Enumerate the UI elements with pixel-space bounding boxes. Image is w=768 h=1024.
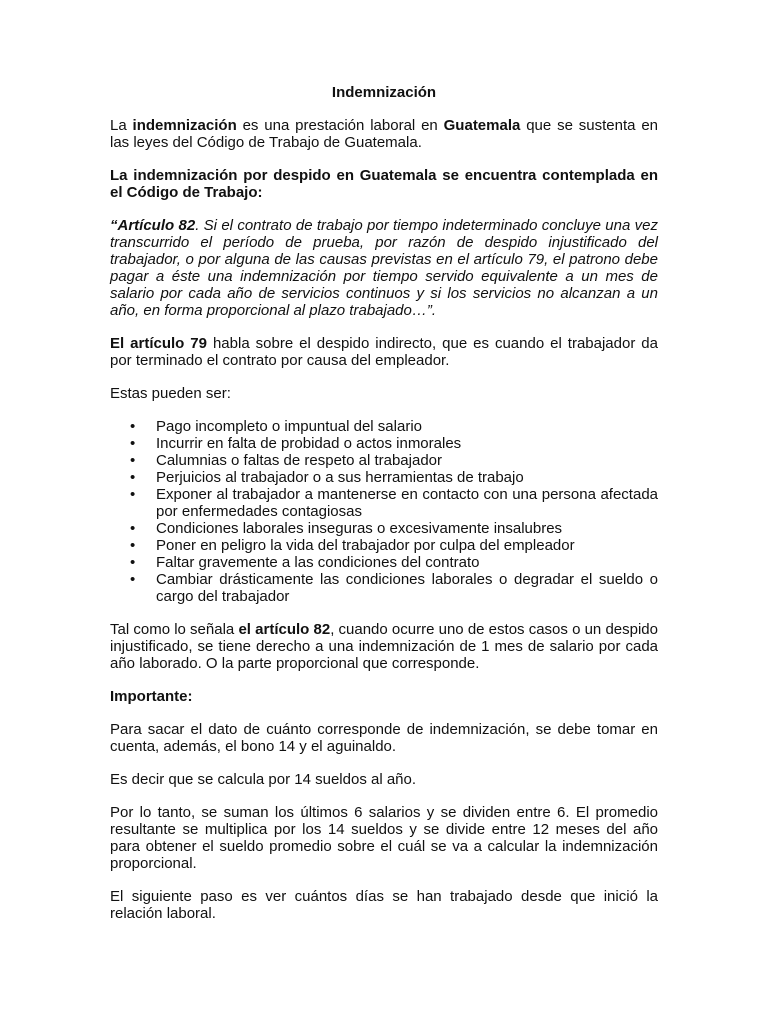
bullet-dot: • [130, 520, 136, 537]
bullet-dot: • [130, 469, 136, 486]
intro-bold-guatemala: Guatemala [443, 117, 521, 134]
bullet-dot: • [130, 571, 136, 588]
document-title: Indemnización [331, 84, 437, 101]
list-item-text: Poner en peligro la vida del trabajador por culpa del empleador [156, 537, 575, 554]
list-item [110, 486, 658, 520]
intro-bold-indemnizacion: indemnización [132, 117, 237, 134]
article-82-quote [110, 217, 658, 319]
bullet-dot: • [130, 537, 136, 554]
bullet-dot: • [130, 435, 136, 452]
intro-paragraph [110, 117, 658, 151]
list-item-text: Calumnias o faltas de respeto al trabajador [156, 452, 442, 469]
bullet-dot: • [130, 554, 136, 571]
estas-pueden-ser: Estas pueden ser: [110, 385, 231, 402]
article-79-bold: El artículo 79 [110, 335, 207, 352]
por-lo-tanto-paragraph: Por lo tanto, se suman los últimos 6 salarios y se dividen entre 6. El promedio resultante se multiplica por los 14 sueldos y se divide entre 12 meses del año para obtener el sueldo promedio sobre el cuál se va a calcular la indemnización proporcional. [110, 804, 658, 872]
article-79-paragraph [110, 335, 658, 369]
list-item-text: Faltar gravemente a las condiciones del contrato [156, 554, 480, 571]
causes-list [110, 418, 658, 605]
list-item-text: Exponer al trabajador a mantenerse en contacto con una persona afectada por enfermedades contagiosas [156, 486, 658, 520]
quote-text: Si el contrato de trabajo por tiempo indeterminado concluye una vez transcurrido el período de prueba, por razón de despido injustificado del trabajador, o por alguna de las causas previstas en el artículo 79, el patrono debe pagar a éste una indemnización por tiempo servido equivalente a un mes de salario por cada año de servicios continuos y si los servicios no alcanzan a un año, en forma proporcional al plazo trabajado…”. [110, 217, 658, 319]
list-item-text: Pago incompleto o impuntual del salario [156, 418, 422, 435]
list-item-text: Cambiar drásticamente las condiciones laborales o degradar el sueldo o cargo del trabajador [156, 571, 658, 605]
list-item [110, 418, 658, 435]
bono-paragraph: Para sacar el dato de cuánto corresponde de indemnización, se debe tomar en cuenta, además, el bono 14 y el aguinaldo. [110, 721, 658, 755]
list-item [110, 554, 658, 571]
list-item [110, 537, 658, 554]
list-item [110, 469, 658, 486]
bullet-dot: • [130, 486, 136, 503]
es-decir-paragraph: Es decir que se calcula por 14 sueldos al año. [110, 771, 417, 788]
intro-text-e: que se sustenta en las leyes del Código de Trabajo de Guatemala. [110, 117, 659, 151]
quote-label: “Artículo 82 [110, 217, 196, 234]
article-82-text-a: Tal como lo señala [110, 621, 239, 638]
importante-heading: Importante: [110, 688, 193, 705]
intro-text-c: es una prestación laboral en [236, 117, 444, 134]
list-item [110, 452, 658, 469]
article-82-bold: el artículo 82 [238, 621, 331, 638]
document-page [110, 84, 658, 938]
list-item [110, 435, 658, 452]
bullet-dot: • [130, 452, 136, 469]
siguiente-paso-paragraph: El siguiente paso es ver cuántos días se han trabajado desde que inició la relación laboral. [110, 888, 658, 922]
list-item [110, 520, 658, 537]
article-79-text: habla sobre el despido indirecto, que es cuando el trabajador da por terminado el contrato por causa del empleador. [110, 335, 658, 369]
codigo-heading: La indemnización por despido en Guatemala se encuentra contemplada en el Código de Trabajo: [110, 167, 658, 201]
article-82-paragraph [110, 621, 658, 672]
list-item-text: Perjuicios al trabajador o a sus herramientas de trabajo [156, 469, 524, 486]
intro-text-a: La [110, 117, 133, 134]
bullet-dot: • [130, 418, 136, 435]
list-item [110, 571, 658, 605]
list-item-text: Incurrir en falta de probidad o actos inmorales [156, 435, 462, 452]
quote-label-dot: . [195, 217, 200, 234]
list-item-text: Condiciones laborales inseguras o excesivamente insalubres [156, 520, 563, 537]
article-82-text-c: , cuando ocurre uno de estos casos o un despido injustificado, se tiene derecho a una indemnización de 1 mes de salario por cada año laborado. O la parte proporcional que corresponde. [110, 621, 658, 672]
